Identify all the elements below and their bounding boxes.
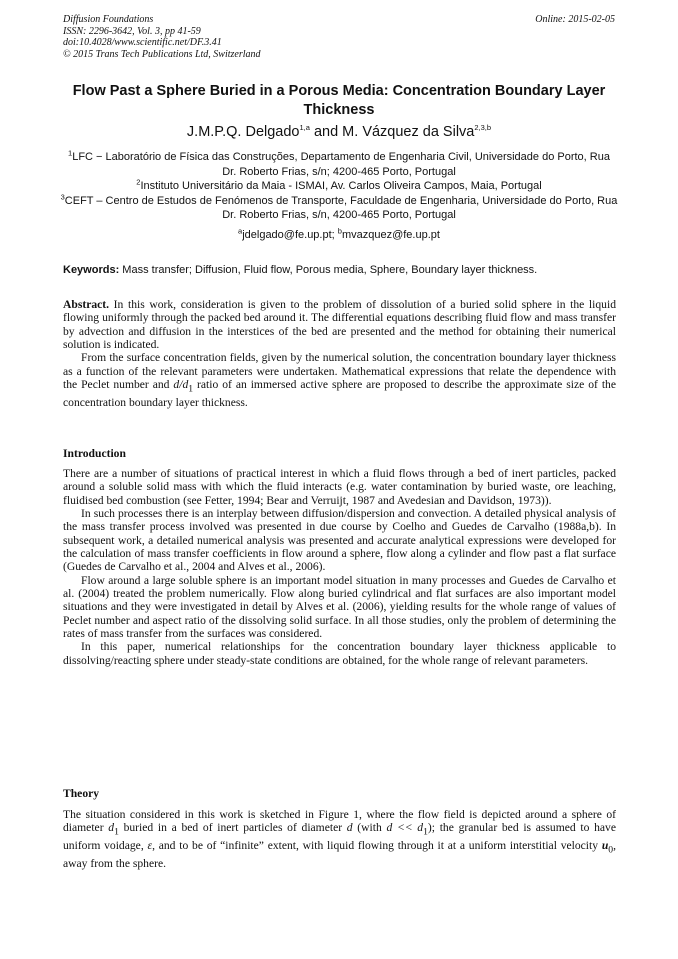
section-heading-theory: Theory: [63, 787, 100, 800]
copyright-line: © 2015 Trans Tech Publications Ltd, Switzerland: [63, 48, 261, 60]
affiliations: [60, 150, 618, 223]
journal-header: [63, 14, 261, 60]
author-2-sup: 2,3,b: [474, 123, 492, 133]
author-2: and M. Vázquez da Silva: [309, 124, 475, 140]
email-b[interactable]: mvazquez@fe.up.pt: [341, 229, 440, 241]
theory-p1: The situation considered in this work is sketched in Figure 1, where the flow field is depicted around a sphere of diameter $d_1$ buried in a bed of inert particles of diameter d (with $d << d_1$); the granular bed is assumed to have uniform voidage, ε, and to be of “infinite” extent, with liquid flowing through it at a uniform interstitial velocity $u_0$, away from the sphere.: [63, 808, 616, 870]
abstract-p2: From the surface concentration fields, given by the numerical solution, the concentration boundary layer thickness as a function of the relevant parameters were undertaken. Mathematical expressions that relate the dependence with the Peclet number and $d/d_1$ ratio of an immersed active sphere are proposed to describe the approximate size of the concentration boundary layer thickness.: [63, 351, 616, 409]
abstract-p1: Abstract. In this work, consideration is given to the problem of dissolution of a buried solid sphere in the liquid flowing uniformly through the packed bed around it. The differential equations describing fluid flow and mass transfer by advection and diffusion in the interstices of the bed are presented and the method for obtaining their numerical solution is indicated.: [63, 298, 616, 352]
abstract: [63, 298, 616, 409]
affiliation-2: $^2$Instituto Universitário da Maia - ISMAI, Av. Carlos Oliveira Campos, Maia, Portugal: [136, 177, 542, 193]
section-heading-introduction: Introduction: [63, 447, 126, 460]
paper-title: Flow Past a Sphere Buried in a Porous Media: Concentration Boundary Layer Thickness: [72, 83, 606, 118]
issn-line: ISSN: 2296-3642, Vol. 3, pp 41-59: [63, 25, 201, 37]
theory-body: [63, 808, 616, 870]
doi-line: doi:10.4028/www.scientific.net/DF.3.41: [63, 37, 222, 48]
abstract-label: Abstract.: [63, 298, 110, 311]
affiliation-3: $^3$CEFT – Centro de Estudos de Fenómenos de Transporte, Faculdade de Engenharia, Universidade do Porto, Rua Dr. Roberto Frias, s/n, 4200-465 Porto, Portugal: [60, 192, 618, 222]
introduction-body: [63, 467, 616, 667]
intro-p1: There are a number of situations of practical interest in which a fluid flows through a bed of inert particles, packed around a soluble solid mass with which the fluid interacts (e.g. water contamination by buried waste, ore leaching, fluidised bed combustion (see Fetter, 1994; Bear and Verruijt, 1987 and Avedesian and Davidson, 1973)).: [63, 467, 616, 507]
keywords: [63, 263, 618, 277]
affiliation-1: $^1$LFC − Laboratório de Física das Construções, Departamento de Engenharia Civil, Universidade do Porto, Rua Dr. Roberto Frias, s/n; 4200-465 Porto, Portugal: [68, 148, 610, 178]
intro-p4: In this paper, numerical relationships for the concentration boundary layer thickness applicable to dissolving/reacting sphere under steady-state conditions are obtained, for the whole range of relevant parameters.: [63, 640, 616, 667]
intro-p3: Flow around a large soluble sphere is an important model situation in many processes and Guedes de Carvalho et al. (2004) treated the problem numerically. Flow along buried cylindrical and flat surfaces are also important model situations and they were investigated in detail by Alves et al. (2006), yielding results for the whole range of values of Peclet number and aspect ratio of the dissolving solid surface. In all those studies, only the problem of determining the rates of mass transfer from the surfaces was considered.: [63, 573, 616, 641]
author-1: J.M.P.Q. Delgado: [186, 124, 300, 140]
author-line: [60, 123, 618, 141]
keywords-text: Mass transfer; Diffusion, Fluid flow, Porous media, Sphere, Boundary layer thickness.: [119, 264, 538, 276]
email-a[interactable]: jdelgado@fe.up.pt;: [242, 229, 338, 241]
keywords-label: Keywords:: [63, 264, 120, 276]
journal-name: Diffusion Foundations: [63, 14, 154, 25]
intro-p2: In such processes there is an interplay between diffusion/dispersion and convection. A detailed physical analysis of the mass transfer process involved was presented in due course by Coelho and Guedes de Carvalho (1988a,b). In subsequent work, a detailed numerical analysis was presented and accurate analytical expressions were developed for the calculation of mass transfer coefficients in flow around a sphere, flow along a cylinder and flow past a flat surface (Guedes de Carvalho et al., 2004 and Alves et al., 2006).: [63, 507, 616, 574]
email-line: $^a$jdelgado@fe.up.pt; $^b$mvazquez@fe.up.pt: [238, 226, 440, 241]
online-date: Online: 2015-02-05: [535, 14, 615, 25]
author-1-sup: 1,a: [299, 123, 310, 133]
